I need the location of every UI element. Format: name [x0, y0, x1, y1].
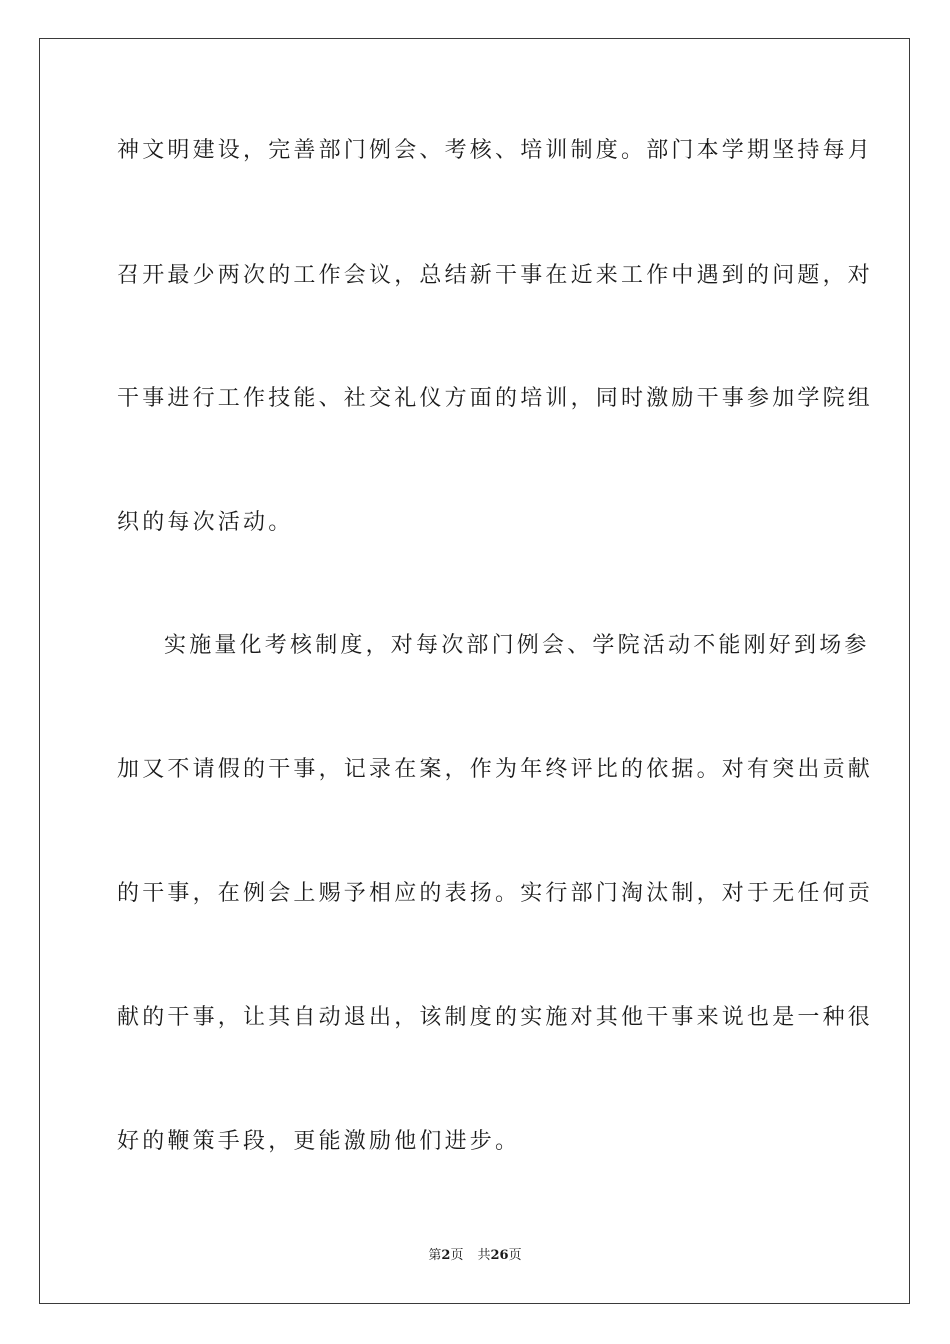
body-line-5: 实施量化考核制度，对每次部门例会、学院活动不能刚好到场参	[164, 633, 870, 658]
body-line-6: 加又不请假的干事，记录在案，作为年终评比的依据。对有突出贡献	[117, 757, 874, 782]
body-line-1: 神文明建设，完善部门例会、考核、培训制度。部门本学期坚持每月	[117, 138, 874, 163]
page-prefix: 第	[428, 1248, 442, 1263]
body-line-2: 召开最少两次的工作会议，总结新干事在近来工作中遇到的问题，对	[117, 263, 874, 288]
page-suffix: 页	[450, 1248, 464, 1263]
body-line-3: 干事进行工作技能、社交礼仪方面的培训，同时激励干事参加学院组	[117, 386, 874, 411]
total-prefix: 共	[477, 1248, 491, 1263]
body-line-4: 织的每次活动。	[117, 510, 294, 535]
page-frame	[39, 38, 910, 1304]
page-footer	[0, 1247, 950, 1265]
body-line-8: 献的干事，让其自动退出，该制度的实施对其他干事来说也是一种很	[117, 1005, 874, 1030]
body-line-7: 的干事，在例会上赐予相应的表扬。实行部门淘汰制，对于无任何贡	[117, 881, 874, 906]
total-suffix: 页	[508, 1248, 522, 1263]
body-line-9: 好的鞭策手段，更能激励他们进步。	[117, 1129, 521, 1154]
total-pages: 26	[490, 1248, 509, 1263]
page-number: 2	[441, 1248, 451, 1263]
